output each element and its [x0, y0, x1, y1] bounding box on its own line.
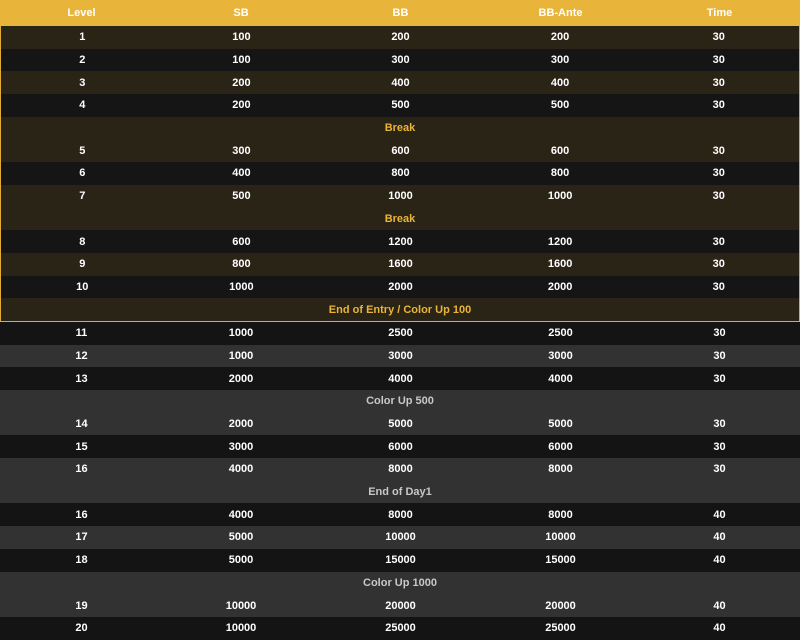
cell-time: 40: [713, 599, 726, 612]
cell-level: 9: [79, 258, 86, 271]
cell-time: 40: [713, 554, 726, 567]
cell-bb: 400: [391, 76, 410, 89]
header-sb: SB: [233, 7, 249, 19]
cell-ante: 200: [550, 31, 570, 44]
cell-sb: 300: [232, 144, 251, 157]
cell-level: 20: [75, 622, 88, 635]
table-row: [1, 49, 799, 72]
cell-time: 30: [713, 327, 726, 340]
cell-level: 2: [79, 54, 86, 67]
table-row: [0, 526, 800, 549]
cell-bb: 5000: [388, 418, 413, 431]
cell-bb: 10000: [385, 531, 416, 544]
section-separator: [1, 117, 799, 140]
cell-sb: 10000: [225, 599, 257, 612]
separator-label: End of Day1: [368, 486, 432, 499]
table-row: [1, 185, 799, 208]
cell-time: 40: [713, 508, 726, 521]
cell-level: 8: [79, 235, 86, 248]
separator-label: Break: [384, 122, 416, 135]
table-row: [1, 230, 799, 253]
cell-sb: 1000: [228, 327, 254, 340]
cell-level: 3: [79, 76, 86, 89]
table-row: [0, 458, 800, 481]
separator-label: Color Up 1000: [363, 576, 437, 589]
cell-ante: 3000: [548, 349, 573, 362]
table-row: [0, 549, 800, 572]
cell-time: 30: [712, 167, 725, 180]
header-time: Time: [706, 7, 733, 19]
cell-time: 40: [713, 531, 726, 544]
separator-label: Color Up 500: [366, 395, 434, 408]
cell-time: 30: [712, 76, 725, 89]
section-separator: [0, 481, 800, 504]
cell-bb: 3000: [388, 349, 413, 362]
cell-level: 12: [75, 349, 88, 362]
cell-sb: 4000: [228, 463, 254, 476]
cell-time: 30: [712, 235, 725, 248]
cell-sb: 200: [232, 76, 251, 89]
cell-ante: 1200: [547, 235, 573, 248]
table-row: [0, 503, 800, 526]
table-row: [0, 413, 800, 436]
cell-ante: 600: [550, 144, 570, 157]
table-row: [1, 26, 799, 49]
separator-label: Break: [384, 212, 416, 225]
table-row: [0, 617, 800, 640]
cell-time: 30: [712, 280, 725, 293]
cell-level: 18: [75, 554, 88, 567]
header-ante: BB-Ante: [538, 7, 583, 19]
cell-bb: 4000: [388, 372, 413, 385]
cell-bb: 2500: [388, 327, 413, 340]
cell-bb: 20000: [385, 599, 416, 612]
table-row: [1, 162, 799, 185]
cell-ante: 300: [550, 54, 570, 67]
cell-time: 30: [712, 31, 725, 44]
day1-entry-block: [0, 26, 800, 322]
cell-sb: 5000: [228, 554, 254, 567]
cell-ante: 2500: [548, 327, 573, 340]
cell-level: 5: [79, 144, 86, 157]
cell-time: 30: [712, 99, 725, 112]
cell-level: 13: [75, 372, 88, 385]
cell-bb: 1000: [388, 190, 413, 203]
cell-level: 15: [75, 440, 88, 453]
cell-time: 30: [712, 54, 725, 67]
cell-time: 30: [712, 144, 725, 157]
cell-sb: 1000: [229, 280, 254, 293]
cell-sb: 200: [232, 99, 251, 112]
cell-ante: 1600: [547, 258, 573, 271]
cell-ante: 1000: [547, 190, 573, 203]
cell-time: 30: [713, 440, 726, 453]
cell-bb: 600: [391, 144, 410, 157]
cell-sb: 3000: [228, 440, 254, 453]
header-level: Level: [67, 7, 96, 19]
cell-time: 30: [713, 418, 726, 431]
table-row: [1, 71, 799, 94]
cell-ante: 500: [550, 99, 570, 112]
cell-level: 16: [75, 508, 88, 521]
table-row: [0, 435, 800, 458]
cell-ante: 4000: [548, 372, 573, 385]
cell-ante: 10000: [545, 531, 576, 544]
cell-bb: 15000: [385, 554, 416, 567]
cell-sb: 400: [232, 167, 251, 180]
cell-time: 30: [713, 349, 726, 362]
cell-sb: 1000: [228, 349, 254, 362]
table-row: [1, 276, 799, 299]
cell-level: 16: [75, 463, 88, 476]
cell-time: 30: [712, 190, 725, 203]
cell-level: 14: [75, 418, 88, 431]
cell-time: 40: [713, 622, 726, 635]
table-row: [0, 594, 800, 617]
table-row: [1, 253, 799, 276]
cell-bb: 1600: [388, 258, 413, 271]
cell-time: 30: [712, 258, 725, 271]
cell-bb: 8000: [388, 508, 413, 521]
cell-level: 6: [79, 167, 86, 180]
cell-ante: 8000: [548, 508, 573, 521]
table-row: [1, 94, 799, 117]
table-row: [0, 367, 800, 390]
cell-sb: 4000: [228, 508, 254, 521]
cell-sb: 600: [232, 235, 251, 248]
cell-ante: 15000: [545, 554, 576, 567]
cell-ante: 800: [550, 167, 570, 180]
cell-level: 7: [79, 190, 86, 203]
cell-level: 19: [75, 599, 88, 612]
cell-bb: 1200: [388, 235, 413, 248]
cell-bb: 300: [391, 54, 410, 67]
section-separator: [1, 208, 799, 231]
cell-ante: 400: [550, 76, 570, 89]
cell-ante: 2000: [547, 280, 573, 293]
cell-sb: 500: [232, 190, 251, 203]
cell-level: 11: [75, 327, 88, 340]
cell-bb: 500: [391, 99, 410, 112]
cell-time: 30: [713, 372, 726, 385]
section-separator: [0, 572, 800, 595]
cell-time: 30: [713, 463, 726, 476]
cell-sb: 100: [232, 31, 251, 44]
table-row: [0, 322, 800, 345]
header-bb: BB: [392, 7, 409, 19]
cell-sb: 100: [232, 54, 251, 67]
cell-bb: 800: [391, 167, 410, 180]
cell-bb: 200: [391, 31, 410, 44]
day1-late-block: [0, 322, 800, 640]
table-header: [0, 0, 800, 26]
cell-level: 10: [76, 280, 89, 293]
section-separator: [0, 390, 800, 413]
cell-sb: 10000: [225, 622, 257, 635]
cell-ante: 6000: [548, 440, 573, 453]
table-row: [1, 139, 799, 162]
cell-bb: 2000: [388, 280, 413, 293]
cell-bb: 8000: [388, 463, 413, 476]
cell-sb: 800: [232, 258, 251, 271]
separator-label: End of Entry / Color Up 100: [328, 303, 472, 316]
section-separator: [1, 298, 799, 321]
cell-sb: 5000: [228, 531, 254, 544]
cell-level: 4: [79, 99, 86, 112]
table-row: [0, 345, 800, 368]
cell-sb: 2000: [228, 418, 254, 431]
cell-level: 1: [79, 31, 86, 44]
cell-ante: 5000: [548, 418, 573, 431]
cell-level: 17: [75, 531, 88, 544]
cell-ante: 20000: [545, 599, 576, 612]
cell-ante: 25000: [545, 622, 576, 635]
cell-sb: 2000: [228, 372, 254, 385]
cell-ante: 8000: [548, 463, 573, 476]
cell-bb: 25000: [385, 622, 416, 635]
cell-bb: 6000: [388, 440, 413, 453]
